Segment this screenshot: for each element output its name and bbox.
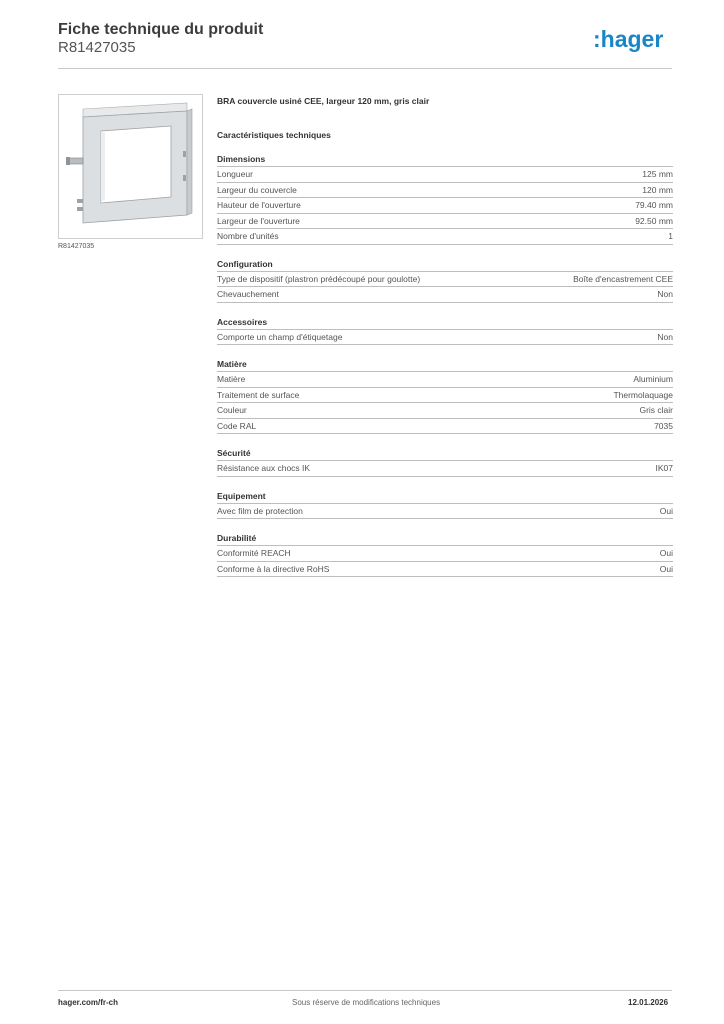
header-divider (58, 68, 672, 69)
spec-row (217, 562, 673, 578)
spec-key: Chevauchement (217, 289, 279, 299)
spec-row (217, 419, 673, 435)
spec-value: 1 (668, 231, 673, 241)
spec-value: Thermolaquage (613, 389, 673, 400)
spec-row (217, 372, 673, 388)
spec-key: Résistance aux chocs IK (217, 463, 311, 473)
page-title: Fiche technique du produit (58, 21, 264, 38)
footer-date: 12.01.2026 (628, 998, 669, 1007)
footer-disclaimer: Sous réserve de modifications techniques (292, 998, 441, 1007)
spec-value: Gris clair (639, 405, 673, 415)
spec-key: Code RAL (217, 420, 257, 431)
spec-key: Type de dispositif (plastron prédécoupé pour goulotte) (217, 273, 421, 284)
spec-row (217, 183, 673, 199)
spec-value: 79.40 mm (635, 200, 673, 210)
product-image (58, 94, 203, 239)
spec-key: Conforme à la directive RoHS (217, 563, 330, 574)
spec-section (217, 357, 673, 434)
product-reference: R81427035 (58, 39, 136, 56)
spec-key: Comporte un champ d'étiquetage (217, 331, 343, 342)
spec-value: Oui (659, 563, 673, 574)
section-title: Configuration (217, 257, 673, 272)
spec-value: 7035 (654, 420, 673, 431)
spec-content (217, 96, 673, 577)
spec-row (217, 198, 673, 214)
spec-section (217, 489, 673, 520)
section-title: Equipement (217, 489, 673, 504)
spec-value: Oui (659, 505, 673, 516)
spec-key: Largeur du couvercle (217, 184, 297, 195)
spec-key: Matière (217, 374, 246, 384)
spec-value: 120 mm (642, 184, 673, 195)
spec-section (217, 446, 673, 477)
spec-row (217, 287, 673, 303)
spec-value: IK07 (655, 463, 673, 473)
footer-divider (58, 990, 672, 991)
spec-row (217, 167, 673, 183)
spec-key: Conformité REACH (217, 548, 291, 558)
spec-key: Couleur (217, 405, 247, 415)
spec-key: Largeur de l'ouverture (217, 215, 300, 226)
spec-row (217, 388, 673, 404)
spec-key: Traitement de surface (217, 389, 300, 400)
section-title: Dimensions (217, 152, 673, 167)
spec-row (217, 330, 673, 346)
spec-value: 125 mm (642, 169, 673, 179)
spec-row (217, 229, 673, 245)
spec-value: 92.50 mm (635, 215, 673, 226)
cover-plate-illustration (59, 95, 202, 238)
product-name: BRA couvercle usiné CEE, largeur 120 mm, gris clair (217, 96, 430, 106)
spec-row (217, 546, 673, 562)
footer-website: hager.com/fr-ch (58, 998, 119, 1007)
spec-key: Avec film de protection (217, 505, 303, 516)
spec-row (217, 461, 673, 477)
spec-row (217, 272, 673, 288)
spec-value: Non (657, 289, 673, 299)
hager-logo (593, 26, 675, 54)
tech-heading: Caractéristiques techniques (217, 130, 331, 140)
spec-value: Aluminium (633, 374, 673, 384)
spec-key: Hauteur de l'ouverture (217, 200, 301, 210)
spec-section (217, 152, 673, 245)
svg-text::hager: :hager (593, 26, 664, 52)
spec-row (217, 504, 673, 520)
spec-section (217, 531, 673, 577)
spec-value: Non (657, 331, 673, 342)
spec-row (217, 403, 673, 419)
spec-section (217, 315, 673, 346)
spec-value: Oui (659, 548, 673, 558)
image-caption: R81427035 (58, 243, 95, 250)
section-title: Accessoires (217, 315, 673, 330)
spec-value: Boîte d'encastrement CEE (573, 273, 673, 284)
spec-row (217, 214, 673, 230)
spec-key: Longueur (217, 169, 253, 179)
section-title: Sécurité (217, 446, 673, 461)
spec-section (217, 257, 673, 303)
spec-key: Nombre d'unités (217, 231, 279, 241)
spec-sections (217, 152, 673, 577)
section-title: Matière (217, 357, 673, 372)
section-title: Durabilité (217, 531, 673, 546)
